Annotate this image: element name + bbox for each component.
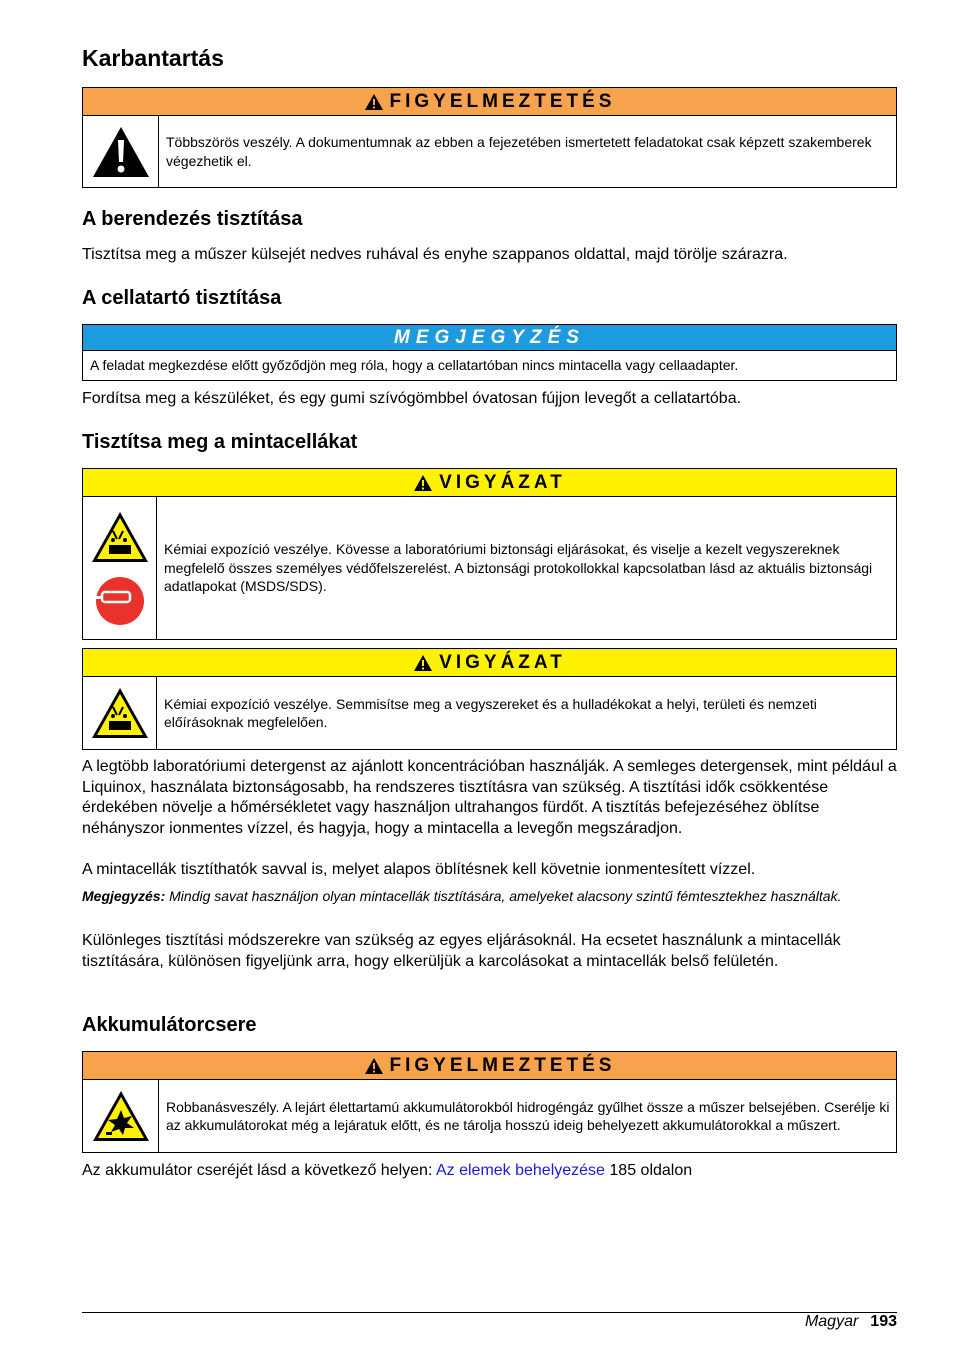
warning-header — [83, 88, 896, 116]
detergent-paragraph: A legtöbb laboratóriumi detergenst az ajánlott koncentrációban használják. A semleges detergensek, mint például a Liquinox, használata biztonságosabb, ha rendszeres tisztításra van szükség. A tisztítási idők csökkentése érdekében növelje a hőmérsékletet vagy használjon ultrahangos fürdőt. A tisztítás befejezéséhez öblítse néhányszor ionmentes vízzel, és hagyja, hogy a mintacella a levegőn megszáradjon. — [82, 758, 897, 837]
chemical-hazard-icon — [89, 509, 151, 565]
section-heading-cell-holder: A cellatartó tisztítása — [82, 287, 282, 309]
warning-triangle-icon — [413, 474, 433, 492]
note-header — [83, 325, 896, 351]
explosion-hazard-icon — [90, 1088, 152, 1144]
warning-label: FIGYELMEZTETÉS — [389, 90, 616, 112]
page-title: Karbantartás — [82, 45, 224, 71]
caution-text: Kémiai expozíció veszélye. Semmisítse meg a vegyszereket és a hulladékokat a helyi, területi és nemzeti előírásoknak megfelelően. — [164, 695, 817, 730]
warning-box-general — [82, 87, 897, 188]
special-methods-paragraph: Különleges tisztítási módszerekre van szükség az egyes eljárásoknál. Ha ecsetet használunk a mintacellák tisztítására, különösen figyeljünk arra, hogy elkerüljük a karcolásokat a mintacellák belső felületén. — [82, 932, 841, 970]
warning-label: FIGYELMEZTETÉS — [389, 1054, 616, 1076]
section-heading-sample-cells: Tisztítsa meg a mintacellákat — [82, 431, 358, 453]
cell-holder-paragraph: Fordítsa meg a készüléket, és egy gumi szívógömbbel óvatosan fújjon levegőt a cellatartóba. — [82, 390, 742, 407]
footer-language: Magyar — [804, 1313, 859, 1330]
reference-prefix: Az akkumulátor cseréjét lásd a következő helyen: — [82, 1162, 433, 1179]
face-shield-icon — [94, 575, 146, 627]
warning-triangle-icon — [413, 654, 433, 672]
page-number: 193 — [870, 1313, 897, 1330]
caution-header — [83, 649, 896, 677]
note-inline-text: Mindig savat használjon olyan mintacellák tisztítására, amelyeket alacsony szintű fémtesztekhez használtak. — [169, 888, 842, 904]
warning-triangle-icon — [364, 1057, 384, 1075]
warning-box-explosion — [82, 1051, 897, 1153]
caution-text: Kémiai expozíció veszélye. Kövesse a laboratóriumi biztonsági eljárásokat, és viselje a kezelt vegyszereknek megfelelő összes személyes védőfelszerelést. A biztonsági protokollokkal kapcsolatban lásd az aktuális biztonsági adatlapokat (MSDS/SDS). — [164, 541, 873, 595]
general-hazard-icon — [90, 124, 152, 180]
caution-header — [83, 469, 896, 497]
chemical-hazard-icon — [89, 685, 151, 741]
section-heading-cleaning: A berendezés tisztítása — [82, 208, 303, 230]
warning-triangle-icon — [364, 93, 384, 111]
footer-divider — [82, 1312, 897, 1313]
caution-box-disposal — [82, 648, 897, 750]
section-heading-battery: Akkumulátorcsere — [82, 1014, 257, 1036]
hazard-icon-cell — [83, 116, 159, 187]
caution-label: VIGYÁZAT — [439, 471, 566, 493]
battery-install-link[interactable]: Az elemek behelyezése — [435, 1162, 605, 1179]
cleaning-paragraph: Tisztítsa meg a műszer külsejét nedves ruhával és enyhe szappanos oldattal, majd törölje szárazra. — [82, 246, 788, 263]
note-text: A feladat megkezdése előtt győződjön meg róla, hogy a cellatartóban nincs mintacella vagy cellaadapter. — [90, 357, 739, 373]
hazard-icon-cell — [83, 497, 157, 639]
warning-header — [83, 1052, 896, 1080]
acid-paragraph: A mintacellák tisztíthatók savval is, melyet alapos öblítésnek kell követnie ionmentesített vízzel. — [82, 861, 756, 878]
battery-reference — [82, 1161, 897, 1182]
hazard-icon-cell — [83, 1080, 159, 1152]
warning-text: Többszörös veszély. A dokumentumnak az ebben a fejezetében ismertetett feladatokat csak képzett szakemberek végezhetik el. — [166, 134, 872, 169]
note-inline-label: Megjegyzés: — [82, 888, 166, 904]
warning-text: Robbanásveszély. A lejárt élettartamú akkumulátorokból hidrogéngáz gyűlhet össze a műszer belsejében. Cserélje ki az akkumulátorokat még a lejáratuk előtt, és ne tárolja hosszú ideig behelyezett akkumulátorokkal a műszert. — [166, 1098, 890, 1133]
page-footer — [805, 1313, 897, 1331]
caution-box-ppe — [82, 468, 897, 640]
acid-note — [82, 887, 897, 905]
caution-label: VIGYÁZAT — [439, 651, 566, 673]
hazard-icon-cell — [83, 677, 157, 749]
reference-suffix: 185 oldalon — [609, 1162, 693, 1179]
note-label: MEGJEGYZÉS — [394, 326, 585, 348]
note-box — [82, 324, 897, 381]
